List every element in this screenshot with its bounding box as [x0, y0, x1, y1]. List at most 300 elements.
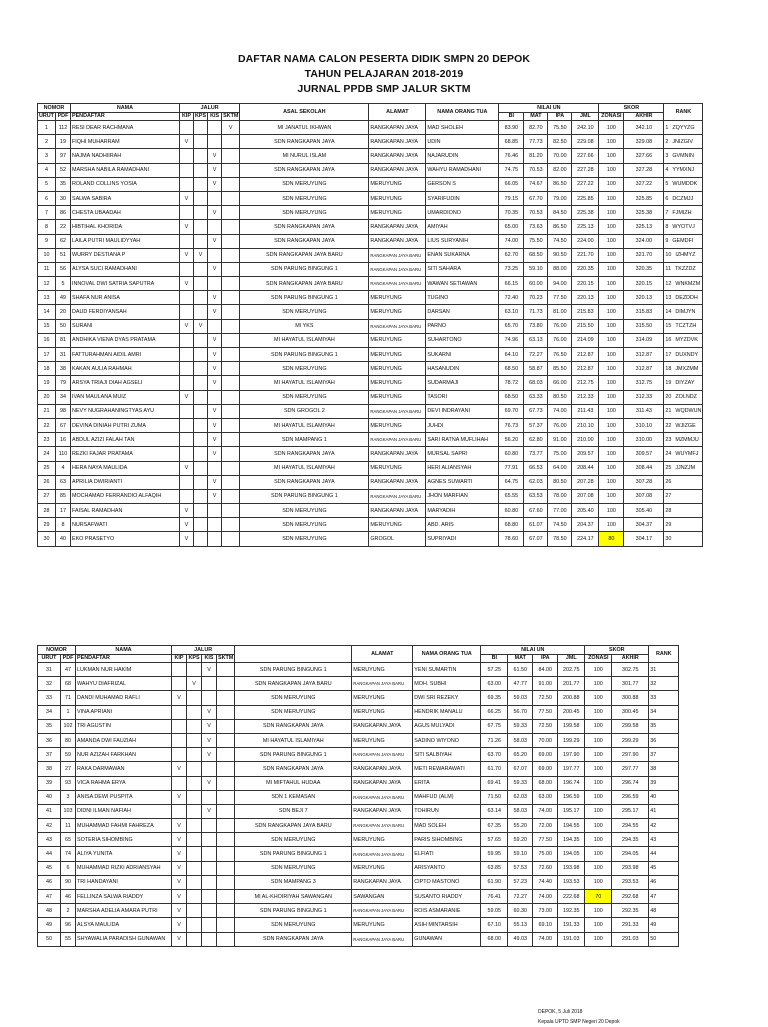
cell-zonasi: 100 — [599, 418, 624, 432]
header-pdf: PDF — [55, 112, 70, 121]
cell-akhir: 315.83 — [624, 305, 664, 319]
cell-zonasi: 100 — [585, 762, 612, 776]
cell-asal-sekolah: MI HAYATUL ISLAMIYAH — [235, 733, 352, 747]
cell-pdf: 98 — [55, 404, 70, 418]
cell-pdf: 19 — [55, 135, 70, 149]
table-row — [38, 418, 703, 432]
cell-bi: 63.00 — [481, 677, 508, 691]
rank-number: 11 — [665, 266, 671, 273]
cell-nama-orang-tua: MAD SHOLEH — [426, 121, 499, 135]
cell-rank: 30 — [664, 532, 703, 546]
cell-kps — [193, 518, 207, 532]
cell-mat: 65.20 — [508, 748, 533, 762]
table-row — [38, 191, 703, 205]
cell-sktm — [222, 433, 240, 447]
cell-sktm — [217, 705, 235, 719]
cell-bi: 61.70 — [481, 762, 508, 776]
cell-rank: 49 — [649, 918, 679, 932]
cell-zonasi: 100 — [585, 847, 612, 861]
table-row — [38, 733, 679, 747]
cell-alamat: MERUYUNG — [369, 518, 426, 532]
cell-ipa: 77.00 — [548, 504, 572, 518]
cell-pdf: 34 — [55, 390, 70, 404]
cell-nama-orang-tua: AMIYAH — [426, 220, 499, 234]
cell-asal-sekolah: SDN MERUYUNG — [240, 518, 369, 532]
cell-alamat: RANGKAPAN JAYA — [369, 163, 426, 177]
cell-akhir: 294.55 — [612, 819, 649, 833]
cell-sktm — [217, 804, 235, 818]
cell-pdf: 11 — [61, 819, 76, 833]
cell-mat: 63.53 — [524, 489, 548, 503]
cell-nama-orang-tua: NAJARUDIN — [426, 149, 499, 163]
cell-kps — [187, 932, 202, 946]
cell-mat: 68.03 — [524, 376, 548, 390]
cell-urut: 39 — [38, 776, 61, 790]
cell-mat: 59.03 — [508, 691, 533, 705]
cell-asal-sekolah: SDN RANGKAPAN JAYA BARU — [240, 248, 369, 262]
cell-urut: 33 — [38, 691, 61, 705]
cell-akhir: 312.87 — [624, 362, 664, 376]
cell-pdf: 102 — [61, 719, 76, 733]
cell-mat: 73.63 — [524, 220, 548, 234]
cell-rank — [664, 404, 703, 418]
cell-alamat: RANGKAPAN JAYA BARU — [352, 790, 413, 804]
cell-alamat: MERUYUNG — [369, 348, 426, 362]
cell-kis — [202, 861, 217, 875]
cell-asal-sekolah: SDN PARUNG BINGUNG 1 — [240, 489, 369, 503]
cell-jml: 227.66 — [572, 149, 599, 163]
cell-urut: 34 — [38, 705, 61, 719]
cell-mat: 74.67 — [524, 177, 548, 191]
cell-nama: ANDHIKA VIENA DYAS PRATAMA — [70, 333, 179, 347]
cell-pdf: 17 — [55, 504, 70, 518]
cell-sktm — [222, 319, 240, 333]
rank-number: 10 — [665, 252, 672, 259]
cell-kis: V — [208, 433, 222, 447]
cell-asal-sekolah: SDN MERUYUNG — [235, 861, 352, 875]
cell-kip — [179, 362, 193, 376]
cell-zonasi: 100 — [585, 861, 612, 875]
cell-nama: MUHAMMAD RIZKI ADRIANSYAH — [76, 861, 172, 875]
cell-pdf: 71 — [61, 691, 76, 705]
cell-mat: 63.33 — [524, 390, 548, 404]
cell-sktm — [222, 277, 240, 291]
cell-zonasi: 100 — [599, 376, 624, 390]
cell-rank: 50 — [649, 932, 679, 946]
cell-bi: 65.55 — [499, 489, 524, 503]
cell-mat: 73.77 — [524, 447, 548, 461]
cell-kis — [202, 677, 217, 691]
cell-jml: 194.05 — [558, 847, 585, 861]
cell-urut: 5 — [38, 177, 56, 191]
cell-nama-orang-tua: PARNO — [426, 319, 499, 333]
cell-kps — [193, 206, 207, 220]
table-row — [38, 248, 703, 262]
cell-akhir: 300.88 — [612, 691, 649, 705]
cell-akhir: 293.53 — [612, 875, 649, 889]
cell-nama-orang-tua: ELFIATI — [413, 847, 481, 861]
cell-asal-sekolah: SDN RANGKAPAN JAYA — [240, 234, 369, 248]
cell-sktm — [217, 847, 235, 861]
rank-code: TKZZDZ — [674, 266, 696, 273]
cell-rank — [664, 277, 703, 291]
cell-jml: 212.33 — [572, 390, 599, 404]
cell-akhir: 297.77 — [612, 762, 649, 776]
cell-kps — [187, 904, 202, 918]
cell-nama: DIDNI ILMAN NAFIAH — [76, 804, 172, 818]
cell-mat: 59.10 — [524, 262, 548, 276]
cell-urut: 44 — [38, 847, 61, 861]
cell-jml: 196.59 — [558, 790, 585, 804]
cell-nama-orang-tua: MURSAL SAPRI — [426, 447, 499, 461]
cell-pdf: 59 — [61, 748, 76, 762]
cell-kps — [193, 489, 207, 503]
cell-rank: 36 — [649, 733, 679, 747]
cell-akhir: 307.28 — [624, 475, 664, 489]
cell-pdf: 31 — [55, 348, 70, 362]
cell-alamat: RANGKAPAN JAYA — [369, 121, 426, 135]
cell-jml: 194.35 — [558, 833, 585, 847]
cell-bi: 67.10 — [481, 918, 508, 932]
cell-kps — [193, 376, 207, 390]
cell-rank: 29 — [664, 518, 703, 532]
cell-ipa: 77.50 — [533, 705, 558, 719]
cell-urut: 18 — [38, 362, 56, 376]
table-row — [38, 748, 679, 762]
cell-jml: 193.98 — [558, 861, 585, 875]
table-row — [38, 234, 703, 248]
cell-bi: 67.75 — [481, 719, 508, 733]
cell-akhir: 309.57 — [624, 447, 664, 461]
cell-kip — [172, 804, 187, 818]
cell-akhir: 299.58 — [612, 719, 649, 733]
cell-pdf: 1 — [61, 705, 76, 719]
table-row — [38, 376, 703, 390]
cell-sktm — [217, 904, 235, 918]
table-row — [38, 532, 703, 546]
cell-asal-sekolah: MI YKS — [240, 319, 369, 333]
rank-number: 22 — [665, 422, 672, 429]
cell-kip: V — [179, 504, 193, 518]
cell-nama-orang-tua: TASORI — [426, 390, 499, 404]
document-title-block — [0, 52, 768, 97]
cell-kps — [193, 418, 207, 432]
cell-mat: 66.53 — [524, 461, 548, 475]
cell-nama-orang-tua: ARISYANTO — [413, 861, 481, 875]
cell-zonasi: 100 — [599, 433, 624, 447]
cell-asal-sekolah: SDN RANGKAPAN JAYA — [240, 475, 369, 489]
cell-alamat: RANGKAPAN JAYA — [352, 719, 413, 733]
cell-pdf: 27 — [61, 762, 76, 776]
cell-mat: 68.50 — [524, 248, 548, 262]
cell-kip: V — [172, 762, 187, 776]
cell-akhir: 299.29 — [612, 733, 649, 747]
cell-bi: 61.90 — [481, 875, 508, 889]
cell-kps — [187, 748, 202, 762]
cell-alamat: RANGKAPAN JAYA BARU — [352, 677, 413, 691]
cell-jml: 199.58 — [558, 719, 585, 733]
cell-urut: 50 — [38, 932, 61, 946]
cell-urut: 42 — [38, 819, 61, 833]
cell-mat: 59.20 — [508, 833, 533, 847]
cell-akhir: 342.10 — [624, 121, 664, 135]
cell-urut: 6 — [38, 191, 56, 205]
header-kip: KIP — [179, 112, 193, 121]
cell-nama: RESI DEAR RACHMANA — [70, 121, 179, 135]
cell-kps — [193, 191, 207, 205]
cell-mat: 73.80 — [524, 319, 548, 333]
rank-code: IZHMYZ — [675, 252, 696, 259]
cell-kis — [202, 875, 217, 889]
cell-kps — [193, 220, 207, 234]
cell-kip: V — [179, 518, 193, 532]
cell-ipa: 77.50 — [548, 291, 572, 305]
cell-ipa: 76.00 — [548, 319, 572, 333]
cell-jml: 212.75 — [572, 376, 599, 390]
cell-alamat: MERUYUNG — [369, 362, 426, 376]
cell-alamat: MERUYUNG — [352, 663, 413, 677]
cell-kps — [187, 790, 202, 804]
header-jml: JML — [558, 654, 585, 663]
rank-number: 13 — [665, 294, 672, 301]
cell-zonasi: 100 — [585, 790, 612, 804]
cell-akhir: 294.05 — [612, 847, 649, 861]
cell-kps — [187, 875, 202, 889]
cell-pdf: 46 — [61, 890, 76, 904]
cell-kis: V — [202, 776, 217, 790]
cell-urut: 22 — [38, 418, 56, 432]
cell-nama-orang-tua: JUHDI — [426, 418, 499, 432]
cell-zonasi: 100 — [585, 748, 612, 762]
cell-bi: 68.00 — [481, 932, 508, 946]
cell-asal-sekolah: SDN RANGKAPAN JAYA BARU — [240, 277, 369, 291]
cell-sktm — [217, 748, 235, 762]
table-row — [38, 149, 703, 163]
cell-bi: 66.25 — [481, 705, 508, 719]
cell-nama-orang-tua: WAWAN SETIAWAN — [426, 277, 499, 291]
table-row — [38, 861, 679, 875]
cell-bi: 69.41 — [481, 776, 508, 790]
cell-pdf: 30 — [55, 191, 70, 205]
cell-alamat: MERUYUNG — [352, 861, 413, 875]
cell-alamat: RANGKAPAN JAYA — [369, 149, 426, 163]
table-row — [38, 319, 703, 333]
cell-kis — [208, 504, 222, 518]
cell-sktm — [222, 461, 240, 475]
cell-mat: 61.50 — [508, 663, 533, 677]
cell-mat: 62.03 — [524, 475, 548, 489]
cell-sktm — [222, 418, 240, 432]
cell-urut: 47 — [38, 890, 61, 904]
cell-bi: 68.80 — [499, 518, 524, 532]
rank-number: 8 — [665, 223, 669, 230]
cell-jml: 242.10 — [572, 121, 599, 135]
cell-bi: 60.80 — [499, 447, 524, 461]
cell-jml: 201.77 — [558, 677, 585, 691]
cell-nama: ROLAND COLLINS YOSIA — [70, 177, 179, 191]
cell-ipa: 70.00 — [533, 733, 558, 747]
rank-code: MYZDVK — [675, 337, 698, 344]
cell-akhir: 327.66 — [624, 149, 664, 163]
cell-mat: 55.13 — [508, 918, 533, 932]
cell-alamat: MERUYUNG — [352, 691, 413, 705]
cell-kps — [193, 149, 207, 163]
cell-nama: IVAN MAULANA MUIZ — [70, 390, 179, 404]
rank-number: 25 — [665, 465, 672, 472]
cell-kis — [202, 762, 217, 776]
table-row — [38, 390, 703, 404]
cell-zonasi: 100 — [585, 677, 612, 691]
cell-sktm — [217, 677, 235, 691]
cell-nama-orang-tua: LIUS SURYANIH — [426, 234, 499, 248]
table-row — [38, 362, 703, 376]
cell-kip: V — [172, 819, 187, 833]
cell-urut: 12 — [38, 277, 56, 291]
header-bi: BI — [499, 112, 524, 121]
cell-bi: 76.41 — [481, 890, 508, 904]
cell-kps — [187, 776, 202, 790]
cell-nama-orang-tua: PARIS SIHOMBING — [413, 833, 481, 847]
cell-asal-sekolah: SDN PARUNG BINGUNG 1 — [235, 904, 352, 918]
cell-ipa: 73.00 — [533, 904, 558, 918]
cell-mat: 57.37 — [524, 418, 548, 432]
cell-kis: V — [208, 489, 222, 503]
cell-sktm — [222, 135, 240, 149]
cell-rank — [664, 135, 703, 149]
cell-ipa: 69.00 — [533, 748, 558, 762]
cell-urut: 4 — [38, 163, 56, 177]
cell-jml: 199.29 — [558, 733, 585, 747]
table-row — [38, 833, 679, 847]
cell-rank — [664, 291, 703, 305]
cell-urut: 17 — [38, 348, 56, 362]
cell-ipa: 74.00 — [533, 804, 558, 818]
cell-urut: 43 — [38, 833, 61, 847]
rank-number: 23 — [665, 436, 672, 443]
cell-jml: 227.22 — [572, 177, 599, 191]
cell-sktm — [222, 518, 240, 532]
cell-kps — [187, 847, 202, 861]
cell-kip: V — [172, 833, 187, 847]
cell-ipa: 82.50 — [548, 135, 572, 149]
cell-kis — [202, 918, 217, 932]
cell-kps — [193, 277, 207, 291]
rank-number: 24 — [665, 450, 672, 457]
cell-urut: 24 — [38, 447, 56, 461]
cell-kip — [179, 447, 193, 461]
cell-kip: V — [172, 890, 187, 904]
cell-zonasi: 100 — [599, 475, 624, 489]
cell-akhir: 291.33 — [612, 918, 649, 932]
cell-mat: 62.03 — [508, 790, 533, 804]
table-row — [38, 305, 703, 319]
cell-kps — [193, 390, 207, 404]
cell-sktm — [222, 447, 240, 461]
cell-nama: MARSHA ADELIA AMARA PUTRI — [76, 904, 172, 918]
cell-kps — [187, 890, 202, 904]
table-row — [38, 918, 679, 932]
cell-sktm — [222, 220, 240, 234]
cell-ipa: 78.00 — [548, 489, 572, 503]
cell-bi: 70.35 — [499, 206, 524, 220]
cell-kps — [193, 177, 207, 191]
rank-code: JJNZJM — [675, 465, 696, 472]
cell-asal-sekolah: SDN PARUNG BINGUNG 1 — [240, 348, 369, 362]
cell-bi: 60.80 — [499, 504, 524, 518]
cell-rank — [664, 390, 703, 404]
cell-kis — [208, 518, 222, 532]
rank-number: 18 — [665, 365, 672, 372]
header-nomor: NOMOR — [38, 104, 71, 113]
cell-rank — [664, 461, 703, 475]
cell-ipa: 66.00 — [548, 376, 572, 390]
header-nama-orang-tua: NAMA ORANG TUA — [413, 646, 481, 663]
cell-jml: 225.85 — [572, 191, 599, 205]
cell-alamat: RANGKAPAN JAYA — [369, 475, 426, 489]
header-kps: KPS — [188, 655, 200, 662]
cell-asal-sekolah: SDN RANGKAPAN JAYA — [240, 220, 369, 234]
cell-zonasi: 100 — [599, 135, 624, 149]
cell-asal-sekolah: SDN RANGKAPAN JAYA — [235, 932, 352, 946]
cell-pdf: 49 — [55, 291, 70, 305]
cell-rank: 31 — [649, 663, 679, 677]
cell-rank: 37 — [649, 748, 679, 762]
cell-alamat: RANGKAPAN JAYA BARU — [352, 819, 413, 833]
rank-number: 20 — [665, 394, 672, 401]
rank-code: JMXZMM — [675, 365, 699, 372]
cell-akhir: 312.75 — [624, 376, 664, 390]
cell-nama-orang-tua: ROIS ASMARANIE — [413, 904, 481, 918]
table-row — [38, 776, 679, 790]
header-pendaftar: PENDAFTAR — [76, 654, 172, 663]
cell-jml: 191.03 — [558, 932, 585, 946]
cell-nama-orang-tua: SUDARMAJI — [426, 376, 499, 390]
cell-urut: 8 — [38, 220, 56, 234]
cell-mat: 59.33 — [508, 776, 533, 790]
cell-kis: V — [202, 663, 217, 677]
cell-kip — [179, 149, 193, 163]
cell-mat: 59.33 — [508, 719, 533, 733]
cell-jml: 215.83 — [572, 305, 599, 319]
cell-mat: 67.07 — [524, 532, 548, 546]
table-row — [38, 719, 679, 733]
cell-nama-orang-tua: CIPTO MASTONO — [413, 875, 481, 889]
header-sktm: SKTM — [218, 655, 234, 662]
cell-kis — [208, 277, 222, 291]
cell-asal-sekolah: SDN MERUYUNG — [235, 705, 352, 719]
cell-rank — [664, 262, 703, 276]
cell-urut: 10 — [38, 248, 56, 262]
cell-kps: V — [193, 248, 207, 262]
cell-pdf: 93 — [61, 776, 76, 790]
cell-kip — [179, 206, 193, 220]
document-subtitle-year: TAHUN PELAJARAN 2018-2019 — [304, 68, 464, 80]
cell-rank — [664, 319, 703, 333]
cell-akhir: 310.10 — [624, 418, 664, 432]
cell-sktm — [217, 861, 235, 875]
cell-ipa: 75.00 — [533, 847, 558, 861]
cell-nama: SOTERIA SIHOMBING — [76, 833, 172, 847]
cell-ipa: 72.50 — [533, 691, 558, 705]
cell-bi: 66.05 — [499, 177, 524, 191]
cell-urut: 9 — [38, 234, 56, 248]
cell-alamat: RANGKAPAN JAYA BARU — [352, 847, 413, 861]
cell-sktm — [217, 890, 235, 904]
header-zonasi: ZONASI — [599, 112, 624, 121]
table-row — [38, 663, 679, 677]
cell-kps — [193, 262, 207, 276]
cell-asal-sekolah: SDN MAMPANG 3 — [235, 875, 352, 889]
